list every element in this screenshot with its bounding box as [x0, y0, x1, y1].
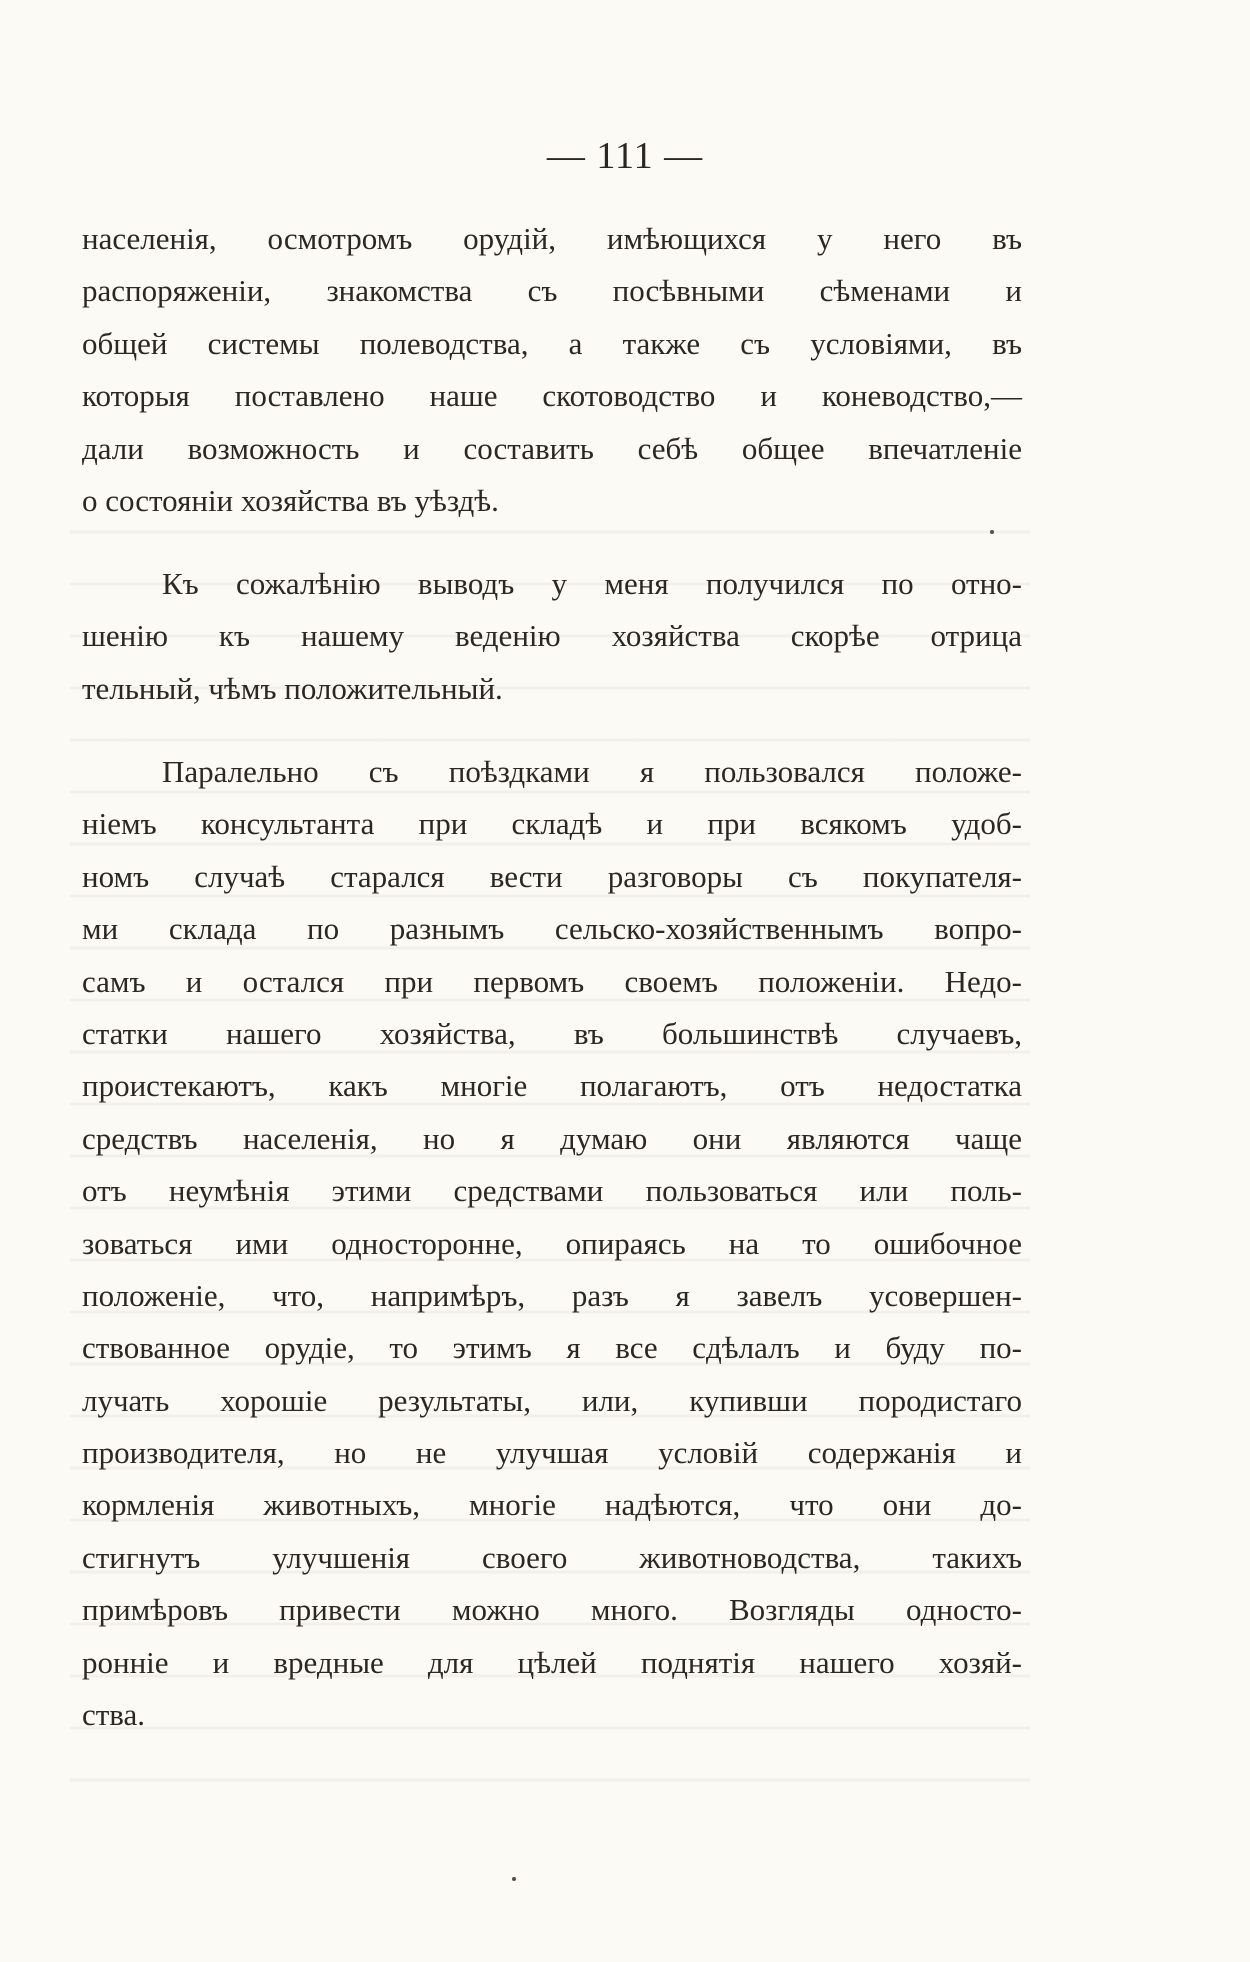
- text-line: ми склада по разнымъ сельско-хозяйственнымъ вопро-: [82, 911, 1022, 947]
- text-line: ства.: [82, 1697, 146, 1733]
- text-line: положеніе, что, напримѣръ, разъ я завелъ усовершен-: [82, 1277, 1022, 1313]
- text-line: Паралельно съ поѣздками я пользовался положе-: [162, 754, 1022, 789]
- text-line: производителя, но не улучшая условій содержанія и: [82, 1435, 1022, 1471]
- text-line: самъ и остался при первомъ своемъ положеніи. Недо-: [82, 963, 1022, 999]
- text-line: ствованное орудіе, то этимъ я все сдѣлалъ и буду по-: [82, 1330, 1022, 1366]
- page-number: — 111 —: [546, 135, 704, 177]
- text-line: статки нашего хозяйства, въ большинствѣ случаевъ,: [82, 1015, 1022, 1051]
- text-line: зоваться ими односторонне, опираясь на то ошибочное: [82, 1225, 1022, 1261]
- text-line: примѣровъ привести можно много. Возгляды односто-: [82, 1592, 1022, 1628]
- ink-speck: [512, 1877, 516, 1881]
- ink-speck: [990, 530, 994, 534]
- paragraph-1: [82, 213, 1022, 527]
- text-line: ронніе и вредные для цѣлей поднятія нашего хозяй-: [82, 1644, 1022, 1680]
- text-line: тельный, чѣмъ положительный.: [82, 670, 503, 706]
- text-line: стигнутъ улучшенія своего животноводства, такихъ: [82, 1539, 1022, 1575]
- text-line: шенію къ нашему веденію хозяйства скорѣе отрица: [82, 618, 1022, 654]
- text-line: ніемъ консультанта при складѣ и при всякомъ удоб-: [82, 806, 1022, 842]
- text-line: распоряженіи, знакомства съ посѣвными сѣменами и: [82, 273, 1022, 309]
- text-line: населенія, осмотромъ орудій, имѣющихся у него въ: [82, 221, 1022, 256]
- text-line: проистекаютъ, какъ многіе полагаютъ, отъ недостатка: [82, 1068, 1022, 1104]
- text-line: отъ неумѣнія этими средствами пользоваться или поль-: [82, 1173, 1022, 1209]
- text-line: номъ случаѣ старался вести разговоры съ покупателя-: [82, 858, 1022, 894]
- text-line: кормленія животныхъ, многіе надѣются, что они до-: [82, 1487, 1022, 1523]
- paragraph-3: [82, 746, 1022, 1741]
- text-line: лучать хорошіе результаты, или, купивши породистаго: [82, 1382, 1022, 1418]
- text-line: Къ сожалѣнію выводъ у меня получился по отно-: [162, 566, 1022, 601]
- text-line: общей системы полеводства, а также съ условіями, въ: [82, 325, 1022, 361]
- text-line: дали возможность и составить себѣ общее впечатленіе: [82, 430, 1022, 466]
- text-line: средствъ населенія, но я думаю они являются чаще: [82, 1120, 1022, 1156]
- paragraph-2: [82, 558, 1022, 715]
- text-line: о состояніи хозяйства въ уѣздѣ.: [82, 482, 499, 518]
- text-line: которыя поставлено наше скотоводство и коневодство,—: [82, 378, 1022, 414]
